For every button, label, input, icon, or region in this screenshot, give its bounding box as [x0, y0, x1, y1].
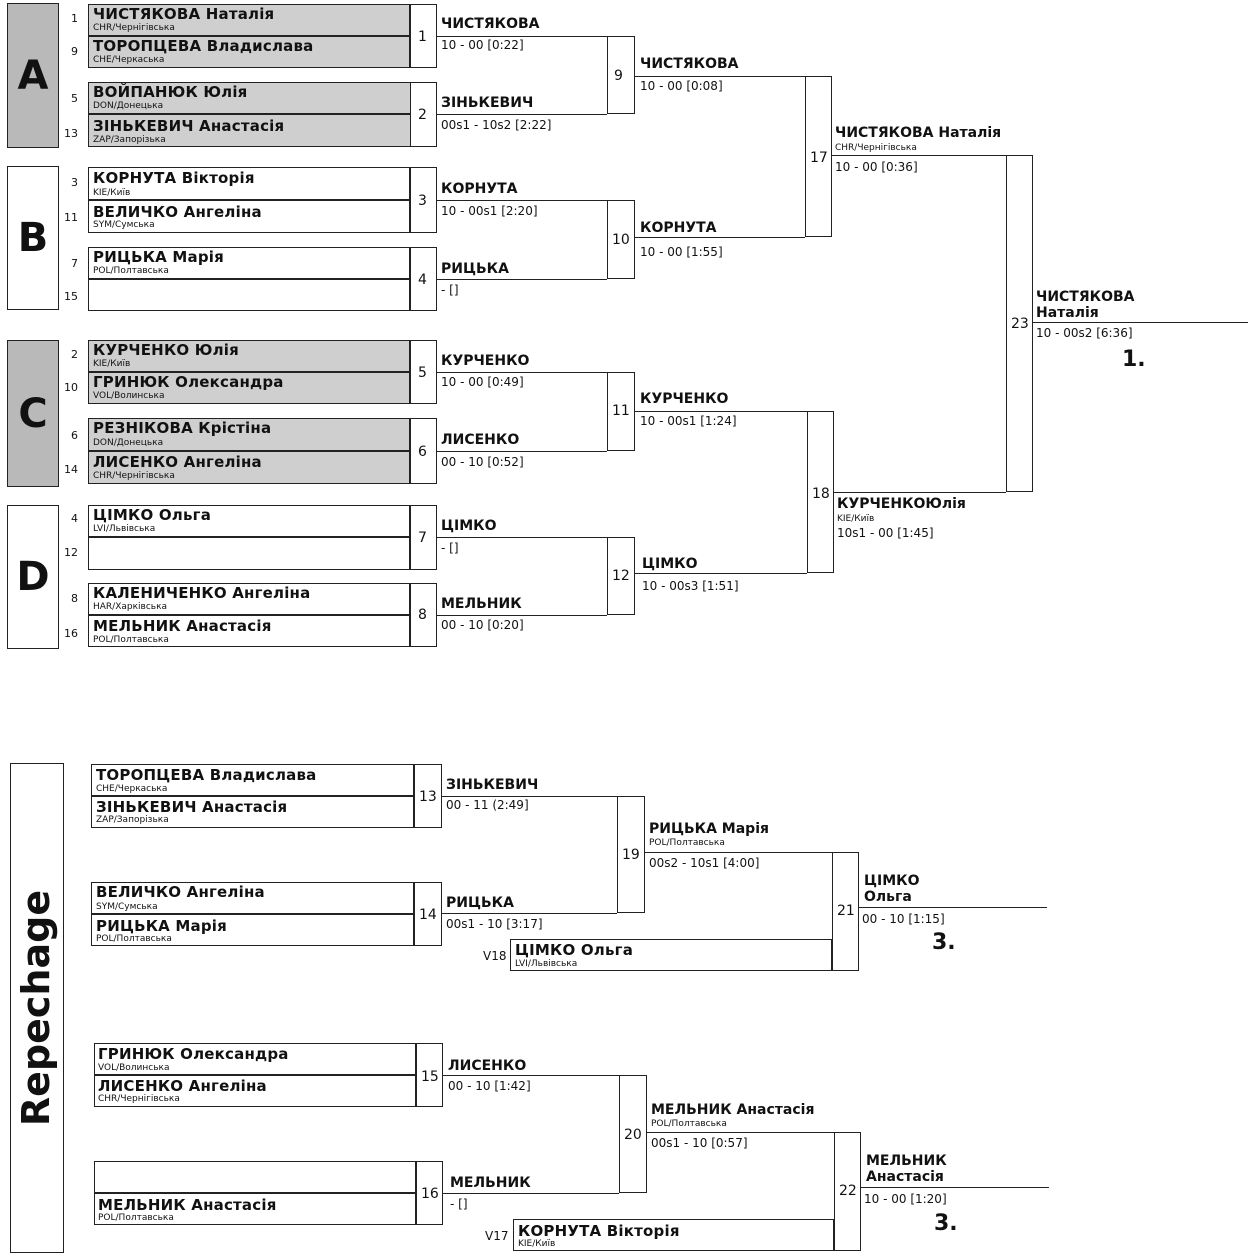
- match-number: 8: [418, 607, 427, 623]
- pool-b-label: [7, 166, 59, 310]
- match-winner: РИЦЬКА: [441, 261, 509, 277]
- competitor-name: ВЕЛИЧКО Ангеліна: [96, 883, 265, 901]
- match-number: 19: [622, 847, 640, 863]
- competitor-club: CHR/Чернігівська: [98, 1094, 180, 1104]
- match-score: 00s1 - 10 [0:57]: [651, 1136, 748, 1150]
- pool-d-label: [7, 505, 59, 649]
- competitor-name: ЦІМКО Ольга: [93, 506, 212, 524]
- match-score: - []: [441, 541, 459, 555]
- match-winner: ЛИСЕНКО: [441, 432, 520, 448]
- pool-c-label: [7, 340, 59, 487]
- competitor-club: SYM/Сумська: [96, 902, 158, 912]
- match-number: 6: [418, 444, 427, 460]
- entrant-tag: V18: [483, 949, 507, 963]
- competitor-club: POL/Полтавська: [93, 266, 169, 276]
- pool-b-letter: B: [17, 215, 49, 261]
- competitor-club: CHR/Чернігівська: [835, 143, 917, 153]
- match-number: 2: [418, 107, 427, 123]
- connector-line: [834, 492, 1006, 493]
- seed-number: 5: [71, 92, 78, 105]
- match-number: 17: [810, 150, 828, 166]
- match-number: 20: [624, 1127, 642, 1143]
- match-score: 00s1 - 10 [3:17]: [446, 917, 543, 931]
- match-score: - []: [441, 283, 459, 297]
- match-number: 9: [614, 68, 623, 84]
- seed-number: 7: [71, 257, 78, 270]
- entry-box: [88, 537, 410, 570]
- competitor-name: ЦІМКО Ольга: [515, 941, 634, 959]
- connector-line: [437, 200, 607, 201]
- connector-line: [437, 615, 607, 616]
- entry-box: [88, 279, 410, 311]
- competitor-club: HAR/Харківська: [93, 602, 168, 612]
- seed-number: 10: [64, 381, 78, 394]
- match-number: 16: [421, 1186, 439, 1202]
- competitor-name: КОРНУТА Вікторія: [93, 169, 255, 187]
- connector-line: [437, 279, 607, 280]
- connector-line: [832, 155, 1006, 156]
- match-score: 00s2 - 10s1 [4:00]: [649, 856, 760, 870]
- competitor-name: ВЕЛИЧКО Ангеліна: [93, 203, 262, 221]
- match-number: 5: [418, 365, 427, 381]
- competitor-name: КУРЧЕНКО Юлія: [93, 341, 239, 359]
- match-number: 15: [421, 1069, 439, 1085]
- competitor-club: CHR/Чернігівська: [93, 23, 175, 33]
- competitor-club: POL/Полтавська: [651, 1119, 727, 1129]
- third-place: 3.: [932, 930, 956, 955]
- competitor-name: ВОЙПАНЮК Юлія: [93, 83, 248, 101]
- seed-number: 14: [64, 463, 78, 476]
- connector-line: [443, 1075, 619, 1076]
- match-number: 1: [418, 29, 427, 45]
- competitor-club: DON/Донецька: [93, 101, 164, 111]
- pool-a-letter: A: [17, 52, 49, 99]
- match-winner: ЧИСТЯКОВА Наталія: [835, 125, 1002, 141]
- match-winner: МЕЛЬНИК: [450, 1175, 531, 1191]
- match-winner: ЧИСТЯКОВА: [441, 16, 540, 32]
- seed-number: 8: [71, 592, 78, 605]
- competitor-name: ЛИСЕНКО Ангеліна: [93, 453, 262, 471]
- seed-number: 16: [64, 627, 78, 640]
- connector-line: [635, 76, 805, 77]
- match-score: 10s1 - 00 [1:45]: [837, 526, 934, 540]
- connector-line: [442, 913, 617, 914]
- seed-number: 3: [71, 176, 78, 189]
- connector-line: [635, 411, 807, 412]
- pool-c-letter: C: [18, 390, 48, 437]
- competitor-club: KIE/Київ: [518, 1239, 556, 1249]
- seed-number: 2: [71, 348, 78, 361]
- seed-number: 6: [71, 429, 78, 442]
- seed-number: 15: [64, 290, 78, 303]
- seed-number: 1: [71, 12, 78, 25]
- competitor-club: CHE/Черкаська: [96, 784, 168, 794]
- connector-line: [635, 573, 807, 574]
- competitor-club: CHR/Чернігівська: [93, 471, 175, 481]
- bronze-winner: МЕЛЬНИК: [866, 1153, 947, 1169]
- match-winner: КОРНУТА: [640, 220, 717, 236]
- seed-number: 12: [64, 546, 78, 559]
- match-number: 7: [418, 530, 427, 546]
- connector-line: [635, 237, 805, 238]
- competitor-club: POL/Полтавська: [98, 1213, 174, 1223]
- match-winner: КУРЧЕНКО: [640, 391, 729, 407]
- competitor-name: РЕЗНІКОВА Крістіна: [93, 419, 272, 437]
- competitor-name: ГРИНЮК Олександра: [98, 1045, 289, 1063]
- competitor-club: KIE/Київ: [837, 514, 875, 524]
- match-score: 00 - 11 (2:49]: [446, 798, 529, 812]
- match-score: 10 - 00 [1:55]: [640, 245, 723, 259]
- match-number: 18: [812, 486, 830, 502]
- connector-line: [647, 1132, 834, 1133]
- competitor-club: DON/Донецька: [93, 438, 164, 448]
- connector-line: [437, 372, 607, 373]
- match-score: 00 - 10 [0:20]: [441, 618, 524, 632]
- connector-line: [443, 1193, 619, 1194]
- connector-line: [437, 537, 607, 538]
- connector-line: [437, 36, 607, 37]
- final-winner: ЧИСТЯКОВА: [1036, 289, 1135, 305]
- match-score: 00 - 10 [0:52]: [441, 455, 524, 469]
- match-score: 00s1 - 10s2 [2:22]: [441, 118, 552, 132]
- repechage-label: Repechage: [14, 889, 58, 1127]
- match-winner: РИЦЬКА Марія: [649, 821, 769, 837]
- competitor-name: ГРИНЮК Олександра: [93, 373, 284, 391]
- competitor-name: ЗІНЬКЕВИЧ Анастасія: [96, 798, 288, 816]
- match-score: 10 - 00s3 [1:51]: [642, 579, 739, 593]
- competitor-club: POL/Полтавська: [96, 934, 172, 944]
- match-winner: ЛИСЕНКО: [448, 1058, 527, 1074]
- competitor-club: VOL/Волинська: [93, 391, 165, 401]
- match-score: - []: [450, 1197, 468, 1211]
- connector-line: [1033, 322, 1248, 323]
- seed-number: 4: [71, 512, 78, 525]
- competitor-club: LVI/Львівська: [93, 524, 156, 534]
- match-number: 21: [837, 903, 855, 919]
- competitor-name: КАЛЕНИЧЕНКО Ангеліна: [93, 584, 311, 602]
- match-score: 10 - 00 [1:20]: [864, 1192, 947, 1206]
- match-score: 00 - 10 [1:15]: [862, 912, 945, 926]
- seed-number: 13: [64, 127, 78, 140]
- seed-number: 11: [64, 211, 78, 224]
- competitor-club: KIE/Київ: [93, 188, 131, 198]
- entrant-tag: V17: [485, 1229, 509, 1243]
- match-winner: МЕЛЬНИК: [441, 596, 522, 612]
- connector-line: [645, 852, 832, 853]
- competitor-club: POL/Полтавська: [93, 635, 169, 645]
- match-score: 10 - 00 [0:22]: [441, 38, 524, 52]
- match-number: 11: [612, 403, 630, 419]
- match-winner: ЗІНЬКЕВИЧ: [441, 95, 534, 111]
- competitor-club: KIE/Київ: [93, 359, 131, 369]
- competitor-club: ZAP/Запорізька: [93, 135, 166, 145]
- competitor-name: МЕЛЬНИК Анастасія: [93, 617, 272, 635]
- connector-line: [437, 451, 607, 452]
- match-number: 12: [612, 568, 630, 584]
- match-winner: ЗІНЬКЕВИЧ: [446, 777, 539, 793]
- final-winner: Наталія: [1036, 305, 1099, 321]
- competitor-name: ТОРОПЦЕВА Владислава: [93, 37, 314, 55]
- match-winner: ЦІМКО: [441, 518, 497, 534]
- competitor-name: КОРНУТА Вікторія: [518, 1222, 680, 1240]
- match-score: 10 - 00 [0:49]: [441, 375, 524, 389]
- match-number: 3: [418, 193, 427, 209]
- match-winner: ЧИСТЯКОВА: [640, 56, 739, 72]
- connector-line: [437, 114, 607, 115]
- competitor-name: МЕЛЬНИК Анастасія: [98, 1196, 277, 1214]
- match-winner: КУРЧЕНКО: [441, 353, 530, 369]
- connector-line: [861, 1187, 1049, 1188]
- match-score: 10 - 00s1 [2:20]: [441, 204, 538, 218]
- bronze-winner: ЦІМКО: [864, 873, 920, 889]
- match-number: 13: [419, 789, 437, 805]
- pool-a-label: [7, 3, 59, 148]
- competitor-club: VOL/Волинська: [98, 1063, 170, 1073]
- competitor-name: ТОРОПЦЕВА Владислава: [96, 766, 317, 784]
- match-number: 4: [418, 272, 427, 288]
- match-winner: РИЦЬКА: [446, 895, 514, 911]
- competitor-club: SYM/Сумська: [93, 220, 155, 230]
- competitor-name: ЗІНЬКЕВИЧ Анастасія: [93, 117, 285, 135]
- bronze-winner: Ольга: [864, 889, 912, 905]
- match-winner: КОРНУТА: [441, 181, 518, 197]
- competitor-name: ЛИСЕНКО Ангеліна: [98, 1077, 267, 1095]
- competitor-club: ZAP/Запорізька: [96, 815, 169, 825]
- match-winner: КУРЧЕНКОЮлія: [837, 496, 966, 512]
- connector-line: [859, 907, 1047, 908]
- match-number: 22: [839, 1183, 857, 1199]
- competitor-name: РИЦЬКА Марія: [96, 917, 227, 935]
- bronze-winner: Анастасія: [866, 1169, 944, 1185]
- pool-d-letter: D: [16, 554, 50, 600]
- competitor-name: ЧИСТЯКОВА Наталія: [93, 5, 275, 23]
- match-number: 23: [1011, 316, 1029, 332]
- match-score: 00 - 10 [1:42]: [448, 1079, 531, 1093]
- match-score: 10 - 00 [0:36]: [835, 160, 918, 174]
- third-place: 3.: [934, 1211, 958, 1236]
- competitor-name: РИЦЬКА Марія: [93, 248, 224, 266]
- match-score: 10 - 00 [0:08]: [640, 79, 723, 93]
- entry-box: [94, 1161, 416, 1193]
- match-number: 10: [612, 232, 630, 248]
- match-score: 10 - 00s2 [6:36]: [1036, 326, 1133, 340]
- competitor-club: CHE/Черкаська: [93, 55, 165, 65]
- match-score: 10 - 00s1 [1:24]: [640, 414, 737, 428]
- match-number: 14: [419, 907, 437, 923]
- match-winner: ЦІМКО: [642, 556, 698, 572]
- seed-number: 9: [71, 45, 78, 58]
- first-place: 1.: [1122, 347, 1146, 372]
- competitor-club: POL/Полтавська: [649, 838, 725, 848]
- competitor-club: LVI/Львівська: [515, 959, 578, 969]
- match-winner: МЕЛЬНИК Анастасія: [651, 1102, 815, 1118]
- connector-line: [442, 796, 617, 797]
